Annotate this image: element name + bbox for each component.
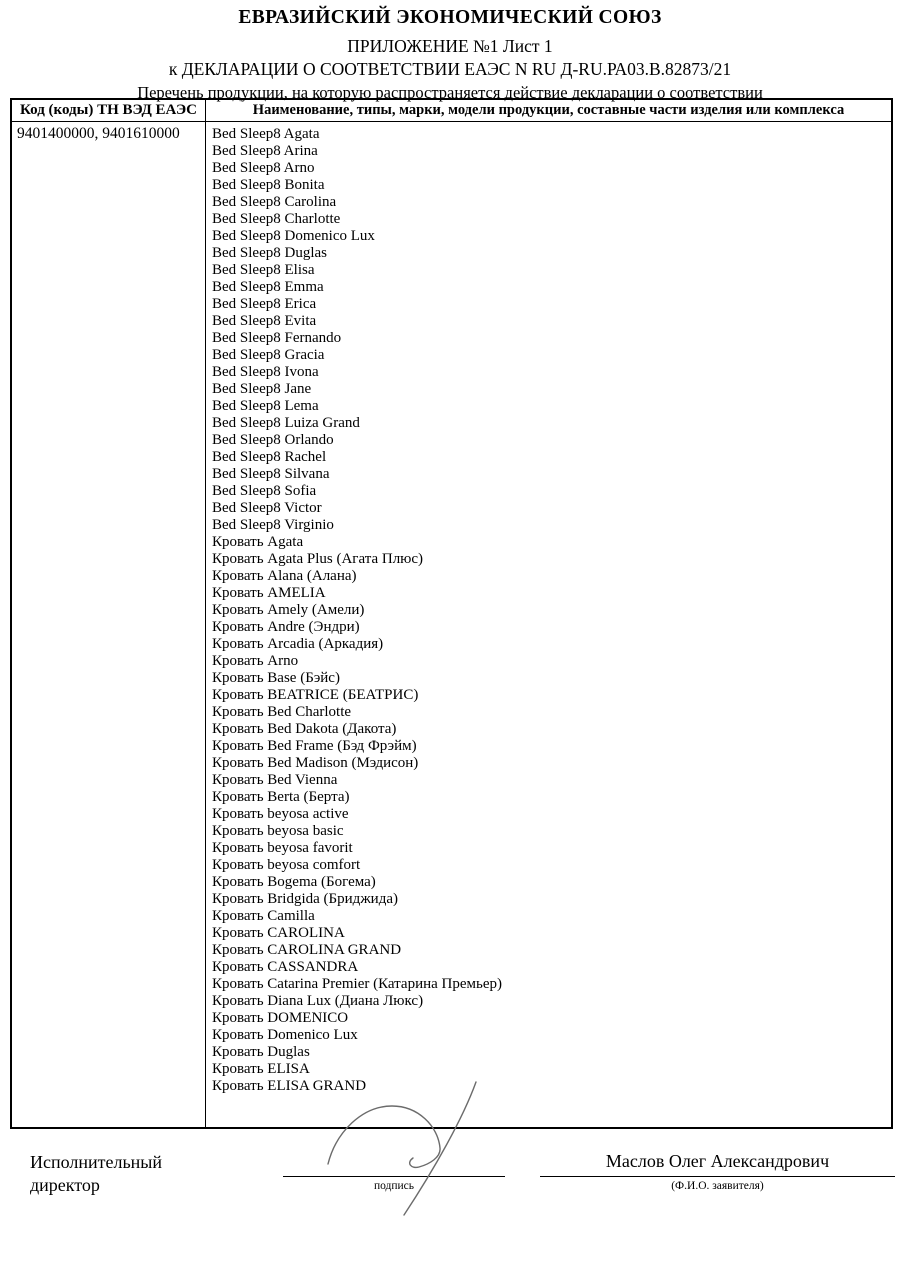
product-item: Bed Sleep8 Bonita: [212, 177, 325, 193]
product-item: Bed Sleep8 Evita: [212, 313, 317, 329]
product-item: Кровать Berta (Берта): [212, 789, 350, 805]
product-item: Кровать Camilla: [212, 908, 315, 924]
tnved-codes-cell: 9401400000, 9401610000: [12, 122, 206, 1127]
document-header: [0, 0, 900, 103]
product-item: Кровать CAROLINA: [212, 925, 345, 941]
product-item: Кровать Duglas: [212, 1044, 310, 1060]
product-item: Кровать Bed Dakota (Дакота): [212, 721, 397, 737]
product-item: Bed Sleep8 Silvana: [212, 466, 330, 482]
product-item: Bed Sleep8 Arina: [212, 143, 318, 159]
product-item: Кровать Bridgida (Бриджида): [212, 891, 398, 907]
product-item: Bed Sleep8 Virginio: [212, 517, 334, 533]
column-header-name: Наименование, типы, марки, модели продукции, составные части изделия или комплекса: [252, 102, 845, 118]
product-item: Кровать ELISA: [212, 1061, 310, 1077]
product-item: Кровать Amely (Амели): [212, 602, 365, 618]
product-item: Кровать CAROLINA GRAND: [212, 942, 402, 958]
product-list-caption: Перечень продукции, на которую распространяется действие декларации о соответствии: [137, 83, 763, 102]
product-item: Кровать Agata Plus (Агата Плюс): [212, 551, 424, 567]
product-item: Bed Sleep8 Duglas: [212, 245, 327, 261]
product-item: Кровать Bogema (Богема): [212, 874, 376, 890]
signer-position-line2: директор: [30, 1175, 100, 1195]
product-item: Кровать Bed Charlotte: [212, 704, 352, 720]
product-item: Кровать CASSANDRA: [212, 959, 359, 975]
product-item: Bed Sleep8 Luiza Grand: [212, 415, 360, 431]
product-item: Bed Sleep8 Arno: [212, 160, 315, 176]
applicant-name-line: [540, 1176, 895, 1177]
product-item: Кровать Andre (Эндри): [212, 619, 360, 635]
product-item: Bed Sleep8 Emma: [212, 279, 324, 295]
product-item: Bed Sleep8 Lema: [212, 398, 319, 414]
product-item: Bed Sleep8 Agata: [212, 126, 320, 142]
product-item: Кровать Alana (Алана): [212, 568, 357, 584]
appendix-subtitle: ПРИЛОЖЕНИЕ №1 Лист 1: [347, 36, 553, 56]
product-item: Кровать beyosa favorit: [212, 840, 353, 856]
signature-line: [283, 1176, 505, 1177]
product-item: Кровать Base (Бэйс): [212, 670, 340, 686]
product-item: Bed Sleep8 Carolina: [212, 194, 337, 210]
signer-position-line1: Исполнительный: [30, 1152, 163, 1172]
product-item: Bed Sleep8 Erica: [212, 296, 317, 312]
product-item: Bed Sleep8 Gracia: [212, 347, 325, 363]
declaration-number: к ДЕКЛАРАЦИИ О СООТВЕТСТВИИ ЕАЭС N RU Д-RU.РА03.В.82873/21: [168, 59, 732, 79]
product-item: Кровать beyosa active: [212, 806, 349, 822]
product-item: Кровать AMELIA: [212, 585, 326, 601]
product-item: Bed Sleep8 Fernando: [212, 330, 342, 346]
product-item: Кровать Bed Madison (Мэдисон): [212, 755, 419, 771]
product-item: Кровать Domenico Lux: [212, 1027, 358, 1043]
product-item: Кровать Arcadia (Аркадия): [212, 636, 384, 652]
applicant-name-caption: (Ф.И.О. заявителя): [671, 1180, 764, 1192]
product-item: Bed Sleep8 Ivona: [212, 364, 319, 380]
product-item: Кровать Agata: [212, 534, 304, 550]
signer-position: [30, 1151, 162, 1197]
product-item: Bed Sleep8 Orlando: [212, 432, 334, 448]
product-item: Кровать ELISA GRAND: [212, 1078, 367, 1094]
table-row: [12, 122, 891, 1127]
product-item: Кровать Bed Vienna: [212, 772, 338, 788]
products-table: [10, 98, 893, 1129]
product-item: Bed Sleep8 Elisa: [212, 262, 315, 278]
product-item: Кровать Arno: [212, 653, 299, 669]
product-item: Кровать DOMENICO: [212, 1010, 349, 1026]
product-item: Кровать beyosa comfort: [212, 857, 361, 873]
signature-caption: подпись: [373, 1180, 415, 1192]
product-item: Bed Sleep8 Sofia: [212, 483, 317, 499]
product-item: Кровать Diana Lux (Диана Люкс): [212, 993, 424, 1009]
product-item: Кровать BEATRICE (БЕАТРИС): [212, 687, 419, 703]
product-item: Кровать beyosa basic: [212, 823, 344, 839]
product-list: [206, 122, 891, 1127]
product-item: Bed Sleep8 Rachel: [212, 449, 327, 465]
product-item: Bed Sleep8 Victor: [212, 500, 322, 516]
table-header-row: [12, 100, 891, 122]
column-header-code: Код (коды) ТН ВЭД ЕАЭС: [12, 100, 206, 121]
product-item: Bed Sleep8 Charlotte: [212, 211, 341, 227]
product-item: Кровать Bed Frame (Бэд Фрэйм): [212, 738, 417, 754]
product-item: Bed Sleep8 Domenico Lux: [212, 228, 375, 244]
product-item: Bed Sleep8 Jane: [212, 381, 312, 397]
applicant-name: Маслов Олег Александрович: [605, 1151, 830, 1171]
page-title: ЕВРАЗИЙСКИЙ ЭКОНОМИЧЕСКИЙ СОЮЗ: [238, 7, 662, 28]
product-item: Кровать Catarina Premier (Катарина Премьер): [212, 976, 503, 992]
